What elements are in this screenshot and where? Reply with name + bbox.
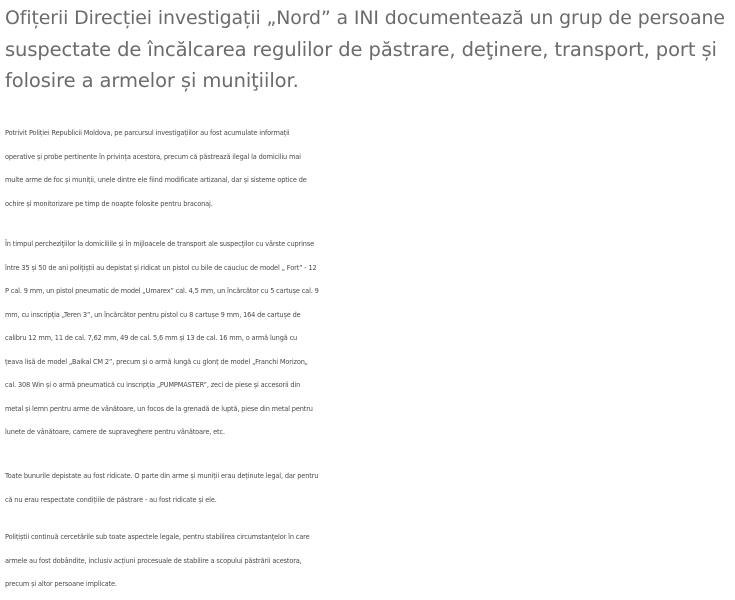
paragraph-line: calibru 12 mm, 11 de cal. 7,62 mm, 49 de cal. 5,6 mm și 13 de cal. 16 mm, o armă lungă cu bbox=[5, 334, 298, 342]
paragraph-line: precum și altor persoane implicate. bbox=[5, 580, 117, 588]
paragraph-line: multe arme de foc și muniții, unele dintre ele fiind modificate artizanal, dar și sisteme optice de bbox=[5, 176, 307, 184]
paragraph-line: operative și probe pertinente în privința acestora, precum că păstrează ilegal la domiciliu mai bbox=[5, 152, 301, 161]
title-line: suspectate de încălcarea regulilor de păstrare, deţinere, transport, port și bbox=[5, 38, 717, 61]
paragraph-line: metal și lemn pentru arme de vânătoare, un focos de la grenadă de luptă, piese din metal pentru bbox=[5, 404, 313, 413]
title-line: folosire a armelor și muniţiilor. bbox=[5, 69, 299, 92]
paragraph-line: Potrivit Poliției Republicii Moldova, pe parcursul investigațiilor au fost acumulate informații bbox=[5, 129, 290, 137]
paragraph-searches bbox=[5, 233, 733, 445]
paragraph-investigation bbox=[5, 122, 733, 216]
paragraph-line: mm, cu inscripția „Teren 3”, un încărcător pentru pistol cu 8 cartușe 9 mm, 164 de cartușe de bbox=[5, 310, 301, 319]
paragraph-line: că nu erau respectate condițiile de păstrare - au fost ridicate și ele. bbox=[5, 495, 217, 504]
paragraph-line: între 35 și 50 de ani poliţiștii au depistat și ridicat un pistol cu bile de cauciuc de model „ Fort” - 12 bbox=[5, 263, 317, 272]
paragraph-seized-goods bbox=[5, 465, 733, 512]
paragraph-line: În timpul percheziţiilor la domiciliile și în mijloacele de transport ale suspecţilor cu vârste cuprinse bbox=[5, 240, 315, 248]
paragraph-line: ochire și monitorizare pe timp de noapte folosite pentru braconaj. bbox=[5, 199, 213, 208]
paragraph-line: armele au fost dobândite, inclusiv acțiuni procesuale de stabilire a scopului păstrării acestora, bbox=[5, 556, 302, 565]
paragraph-line: cal. 308 Win și o armă pneumatică cu inscripția „PUMPMASTER”, zeci de piese și accesorii din bbox=[5, 381, 301, 389]
paragraph-line: Toate bunurile depistate au fost ridicate. O parte din arme și muniții erau deținute legal, dar pentru bbox=[5, 472, 319, 480]
article-title bbox=[5, 3, 730, 96]
paragraph-line: țeava lisă de model „Baikal CM 2”, precum și o armă lungă cu glonț de model „Franchi Morizon„ bbox=[5, 357, 308, 366]
paragraph-line: Polițiștii continuă cercetările sub toate aspectele legale, pentru stabilirea circumstanţelor în care bbox=[5, 533, 310, 541]
paragraph-line: lunete de vânătoare, camere de supraveghere pentru vânătoare, etc. bbox=[5, 428, 225, 436]
paragraph-line: P cal. 9 mm, un pistol pneumatic de model „Umarex” cal. 4,5 mm, un încărcător cu 5 cartușe cal. 9 bbox=[5, 287, 319, 295]
paragraph-ongoing-investigation bbox=[5, 526, 733, 597]
title-line: Ofițerii Direcției investigații „Nord” a INI documentează un grup de persoane bbox=[5, 7, 725, 29]
